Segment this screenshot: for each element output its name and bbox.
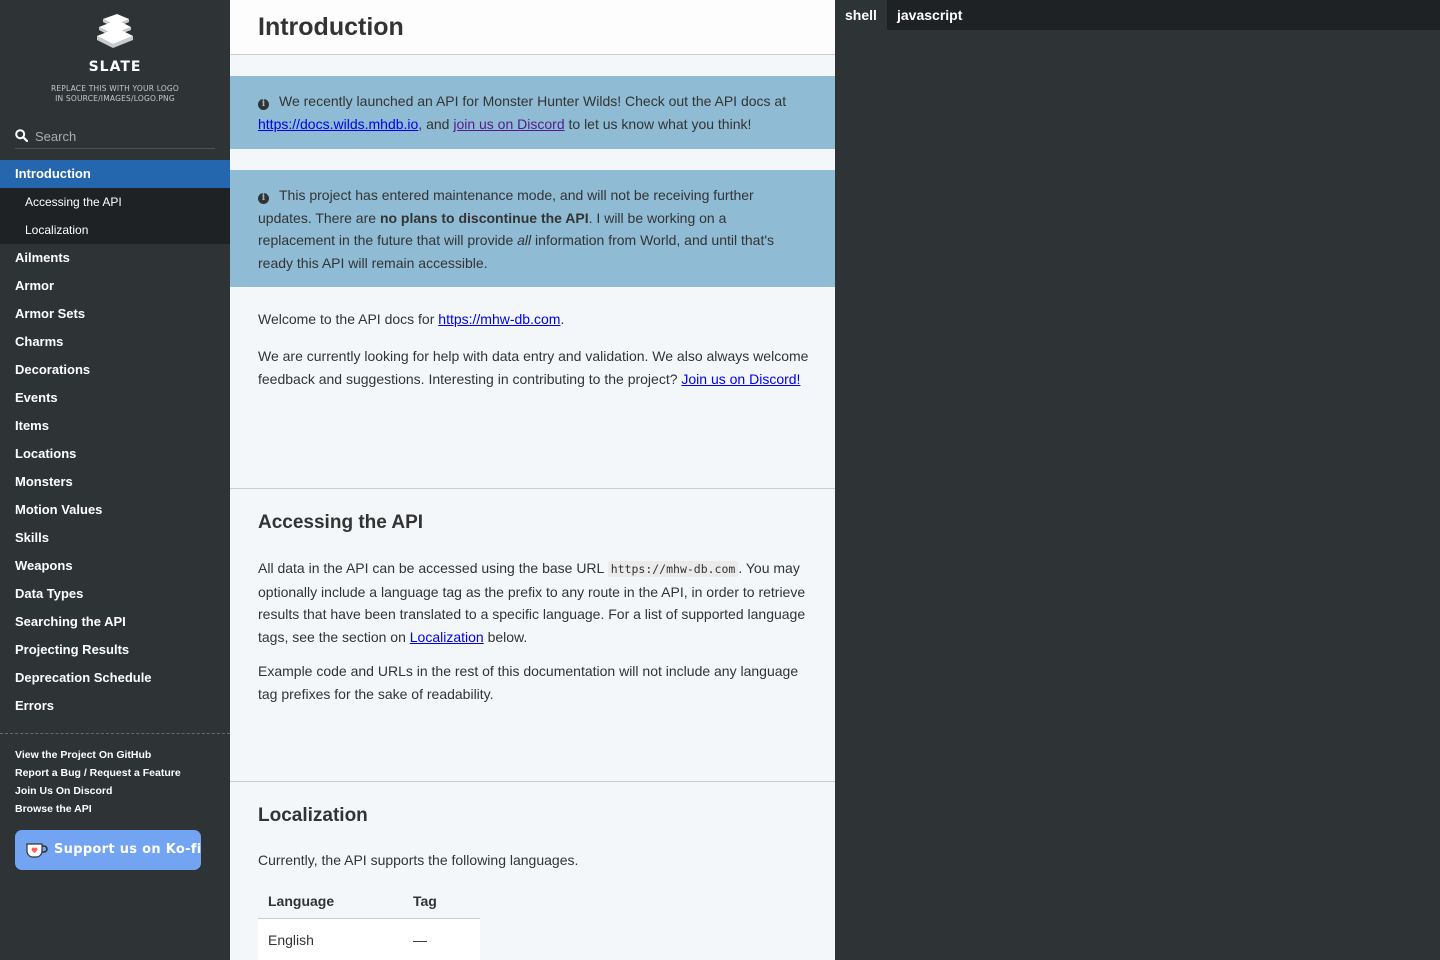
logo-subtitle-line2: IN SOURCE/IMAGES/LOGO.PNG bbox=[55, 94, 175, 103]
accessing-text-end: below. bbox=[483, 628, 528, 645]
main-content bbox=[230, 0, 835, 960]
table-header-row bbox=[258, 884, 480, 918]
sidebar-item-locations[interactable]: Locations bbox=[15, 446, 77, 461]
kofi-button[interactable] bbox=[15, 830, 201, 870]
accessing-text2: . You may optionally include a language tag as the prefix to any route in the API, in order to retrieve results that have been translated to a specific language. For a list of supported language tags, see the section on bbox=[258, 560, 806, 645]
notice-maintenance bbox=[230, 170, 835, 287]
info-icon: i bbox=[258, 193, 269, 204]
sidebar-item-errors[interactable]: Errors bbox=[15, 698, 55, 713]
wilds-docs-link[interactable]: https://docs.wilds.mhdb.io bbox=[258, 115, 419, 132]
sidebar-item-projecting-results[interactable]: Projecting Results bbox=[15, 642, 130, 657]
sidebar bbox=[0, 0, 230, 960]
help-paragraph bbox=[258, 345, 810, 390]
sidebar-subnav bbox=[0, 188, 230, 244]
sidebar-item-skills[interactable]: Skills bbox=[15, 530, 49, 545]
sidebar-item-charms[interactable]: Charms bbox=[15, 334, 64, 349]
notice-maintenance-bold: no plans to discontinue the API bbox=[379, 209, 589, 226]
notice-wilds-text-end: to let us know what you think! bbox=[564, 115, 752, 132]
table-row bbox=[258, 918, 480, 960]
logo-subtitle bbox=[0, 84, 230, 104]
sidebar-nav bbox=[0, 160, 230, 720]
tab-shell[interactable]: shell bbox=[835, 0, 887, 30]
notice-maintenance-italic: all bbox=[517, 232, 532, 248]
logo[interactable] bbox=[0, 0, 230, 110]
accessing-text: All data in the API can be accessed using the base URL bbox=[258, 560, 608, 576]
search-box bbox=[15, 124, 215, 149]
report-bug-link[interactable]: Report a Bug / Request a Feature bbox=[15, 767, 181, 779]
welcome-text: Welcome to the API docs for bbox=[258, 311, 439, 327]
sidebar-item-ailments[interactable]: Ailments bbox=[15, 250, 70, 265]
sidebar-item-deprecation-schedule[interactable]: Deprecation Schedule bbox=[15, 670, 152, 685]
notice-wilds-text: We recently launched an API for Monster Hunter Wilds! Check out the API docs at bbox=[279, 93, 787, 109]
sidebar-item-events[interactable]: Events bbox=[15, 390, 58, 405]
heading-localization: Localization bbox=[258, 805, 368, 826]
example-paragraph: Example code and URLs in the rest of this documentation will not include any language tag prefixes for the sake of readability. bbox=[258, 663, 799, 702]
section-divider bbox=[230, 781, 835, 782]
language-selector bbox=[835, 0, 1440, 30]
localization-link[interactable]: Localization bbox=[409, 628, 484, 645]
accessing-paragraph bbox=[258, 557, 810, 648]
sidebar-item-decorations[interactable]: Decorations bbox=[15, 362, 91, 377]
sidebar-item-monsters[interactable]: Monsters bbox=[15, 474, 73, 489]
browse-api-link[interactable]: Browse the API bbox=[15, 803, 92, 815]
sidebar-subitem-localization[interactable]: Localization bbox=[25, 223, 89, 237]
notice-wilds bbox=[230, 76, 835, 149]
table-cell-language: English bbox=[258, 918, 403, 960]
notice-maintenance-text3: information from World, and until that's ready this API will remain accessible. bbox=[258, 232, 775, 271]
table-cell-tag: — bbox=[403, 918, 480, 960]
localization-paragraph: Currently, the API supports the following languages. bbox=[258, 852, 579, 868]
search-input[interactable] bbox=[35, 126, 213, 146]
sidebar-item-armor[interactable]: Armor bbox=[15, 278, 55, 293]
heading-accessing-the-api: Accessing the API bbox=[258, 512, 424, 533]
sidebar-item-data-types[interactable]: Data Types bbox=[15, 586, 84, 601]
notice-maintenance-text: This project has entered maintenance mode, and will not be receiving further updates. There are bbox=[258, 187, 754, 226]
sidebar-item-weapons[interactable]: Weapons bbox=[15, 558, 73, 573]
sidebar-item-armor-sets[interactable]: Armor Sets bbox=[15, 306, 86, 321]
help-text: We are currently looking for help with data entry and validation. We also always welcome feedback and suggestions. Interesting in contributing to the project? bbox=[258, 348, 809, 387]
section-divider bbox=[230, 488, 835, 489]
join-discord-link[interactable]: Join us on Discord! bbox=[681, 370, 801, 387]
tab-javascript[interactable]: javascript bbox=[897, 7, 963, 23]
notice-wilds-text-mid: , and bbox=[418, 115, 454, 132]
wilds-discord-link[interactable]: join us on Discord bbox=[453, 115, 565, 132]
kofi-label: Support us on Ko-fi bbox=[54, 842, 202, 857]
mhw-db-link[interactable]: https://mhw-db.com bbox=[438, 311, 561, 327]
base-url-code: https://mhw-db.com bbox=[608, 561, 739, 577]
table-header-tag: Tag bbox=[403, 884, 480, 918]
logo-wordmark: SLATE bbox=[88, 59, 142, 75]
sidebar-item-searching-the-api[interactable]: Searching the API bbox=[15, 614, 126, 629]
books-logo-icon bbox=[93, 14, 137, 50]
coffee-cup-icon bbox=[26, 842, 48, 858]
sidebar-subitem-accessing-the-api[interactable]: Accessing the API bbox=[25, 195, 122, 209]
github-link[interactable]: View the Project On GitHub bbox=[15, 749, 152, 761]
page-title-bar bbox=[230, 0, 835, 55]
code-pane bbox=[835, 0, 1440, 960]
notice-maintenance-text2: . I will be working on a replacement in the future that will provide bbox=[258, 209, 727, 248]
sidebar-item-motion-values[interactable]: Motion Values bbox=[15, 502, 103, 517]
languages-table bbox=[258, 884, 480, 960]
info-icon: i bbox=[258, 99, 269, 110]
welcome-paragraph bbox=[258, 308, 810, 331]
logo-subtitle-line1: REPLACE THIS WITH YOUR LOGO bbox=[50, 84, 180, 93]
sidebar-divider bbox=[0, 733, 230, 734]
page-title: Introduction bbox=[258, 13, 404, 41]
sidebar-item-introduction[interactable]: Introduction bbox=[0, 160, 230, 188]
welcome-end: . bbox=[560, 311, 565, 327]
sidebar-footer-links bbox=[15, 746, 181, 818]
table-header-language: Language bbox=[258, 884, 403, 918]
search-icon bbox=[15, 129, 28, 142]
sidebar-item-items[interactable]: Items bbox=[15, 418, 49, 433]
discord-link[interactable]: Join Us On Discord bbox=[15, 785, 113, 797]
